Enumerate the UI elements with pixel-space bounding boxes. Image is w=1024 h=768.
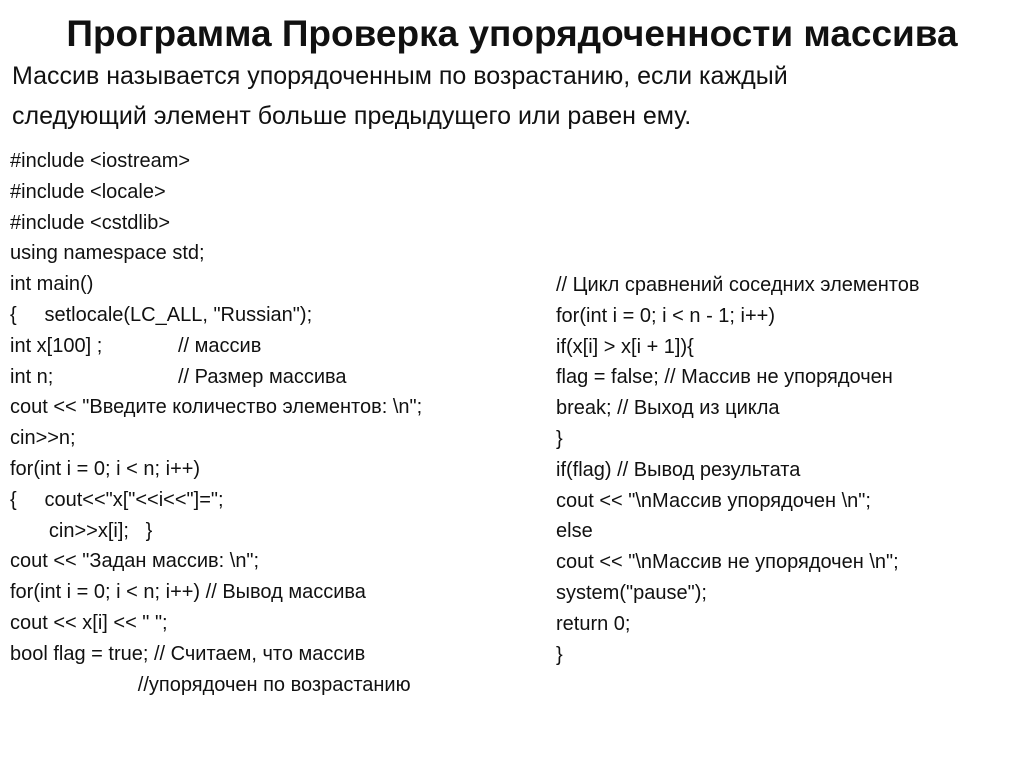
code-text: { setlocale(LC_ALL, "Russian"); [10,303,313,326]
intro-line-1: Массив называется упорядоченным по возрастанию, если каждый [12,62,788,90]
code-listing-right [556,270,1016,670]
code-line [10,238,530,269]
code-line: else [556,520,593,543]
code-line [10,362,530,393]
code-line [10,300,530,331]
code-line [10,546,530,577]
code-line: } [556,427,563,450]
code-line [10,269,530,300]
code-text: //упорядочен по возрастанию [10,673,411,696]
code-comment: // Размер массива [178,365,347,388]
code-line: flag = false; // Массив не упорядочен [556,366,893,389]
code-line [10,670,530,701]
code-line: return 0; [556,612,631,635]
code-text: bool flag = true; // Считаем, что массив [10,642,366,665]
code-text: cin>>x[i]; } [10,519,153,542]
code-line [10,639,530,670]
code-line: cout << "\nМассив не упорядочен \n"; [556,551,899,574]
code-line: if(x[i] > x[i + 1]){ [556,335,694,358]
code-text: #include <iostream> [10,150,191,172]
code-line: } [556,643,563,666]
code-line: break; // Выход из цикла [556,397,780,420]
intro-line-2: следующий элемент больше предыдущего или равен ему. [12,102,692,130]
code-text: cout << "Введите количество элементов: \n"; [10,396,423,419]
code-text: cout << x[i] << " "; [10,611,168,634]
code-text: #include <locale> [10,180,166,203]
code-line [10,177,530,208]
code-line: if(flag) // Вывод результата [556,458,801,481]
code-line [10,608,530,639]
slide-title: Программа Проверка упорядоченности массива [66,13,958,54]
code-line [10,516,530,547]
code-text: int main() [10,273,94,296]
code-line [10,146,530,177]
code-line: // Цикл сравнений соседних элементов [556,274,920,296]
code-line [10,392,530,423]
code-line [10,485,530,516]
code-line: system("pause"); [556,581,707,604]
code-listing-left [10,146,530,700]
code-line [10,454,530,485]
code-text: { cout<<"x["<<i<<"]="; [10,488,224,511]
code-text: using namespace std; [10,242,205,265]
code-text: for(int i = 0; i < n; i++) // Вывод массива [10,581,366,604]
code-text: cin>>n; [10,427,76,450]
code-line: for(int i = 0; i < n - 1; i++) [556,304,775,327]
code-text: #include <cstdlib> [10,211,171,234]
code-line [10,208,530,239]
intro-definition [12,56,1012,136]
code-line [10,331,530,362]
code-line [10,423,530,454]
code-text: cout << "Задан массив: \n"; [10,550,260,573]
code-text: for(int i = 0; i < n; i++) [10,457,201,480]
code-line [10,577,530,608]
code-text: int n; [10,365,54,388]
code-line: cout << "\nМассив упорядочен \n"; [556,489,871,512]
code-text: int x[100] ; [10,334,103,357]
code-comment: // массив [178,334,262,357]
